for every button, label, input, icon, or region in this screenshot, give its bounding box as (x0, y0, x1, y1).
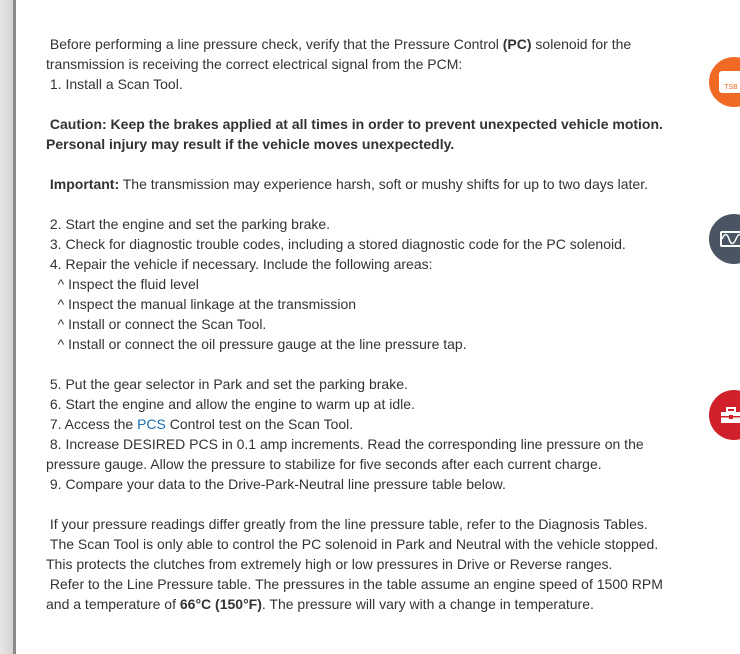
step-6 (46, 394, 676, 414)
important-label: Important: (49, 176, 120, 192)
step-text: 5. Put the gear selector in Park and set the parking brake. (49, 376, 408, 392)
sub-item (46, 294, 676, 314)
note-5 (46, 594, 676, 614)
sub-item-text: ^ Install or connect the Scan Tool. (57, 316, 267, 332)
note-text: . The pressure will vary with a change in temperature. (261, 596, 594, 612)
caution-text: Caution: Keep the brakes applied at all times in order to prevent unexpected vehicle motion. (49, 116, 663, 132)
left-panel-edge (0, 0, 13, 654)
step-5 (46, 374, 676, 394)
note-2 (46, 534, 676, 554)
step-text: 3. Check for diagnostic trouble codes, including a stored diagnostic code for the PC solenoid. (49, 236, 626, 252)
important-text: The transmission may experience harsh, soft or mushy shifts for up to two days later. (119, 176, 648, 192)
step-text: 4. Repair the vehicle if necessary. Include the following areas: (49, 256, 433, 272)
step-3 (46, 234, 676, 254)
step-8 (46, 434, 676, 454)
step-7 (46, 414, 676, 434)
temperature-value: 66°C (150°F) (179, 596, 262, 612)
intro-line-1 (46, 34, 676, 54)
step-text: 8. Increase DESIRED PCS in 0.1 amp increments. Read the corresponding line pressure on the (49, 436, 644, 452)
sub-item (46, 274, 676, 294)
step-8-continued: pressure gauge. Allow the pressure to stabilize for five seconds after each current charge. (46, 456, 602, 472)
note-text: If your pressure readings differ greatly from the line pressure table, refer to the Diagnosis Tables. (49, 516, 648, 532)
step-2 (46, 214, 676, 234)
tsb-label: TSB (724, 84, 738, 91)
sub-item (46, 334, 676, 354)
step-1 (46, 74, 676, 94)
toolbox-icon (719, 405, 740, 425)
note-text: Refer to the Line Pressure table. The pressures in the table assume an engine speed of 1500 RPM (49, 576, 663, 592)
step-4 (46, 254, 676, 274)
caution-text: Personal injury may result if the vehicle moves unexpectedly. (46, 136, 455, 152)
note-3: This protects the clutches from extremely high or low pressures in Drive or Reverse ranges. (46, 556, 613, 572)
pcs-link[interactable]: PCS (137, 416, 166, 432)
tsb-button[interactable] (709, 57, 740, 107)
note-text: The Scan Tool is only able to control the PC solenoid in Park and Neutral with the vehicle stopped. (49, 536, 659, 552)
toolbox-button[interactable] (709, 390, 740, 440)
note-4 (46, 574, 676, 594)
step-text: 1. Install a Scan Tool. (49, 76, 183, 92)
note-text: and a temperature of (46, 596, 180, 612)
intro-text: Before performing a line pressure check, verify that the Pressure Control (49, 36, 503, 52)
scope-button[interactable] (709, 214, 740, 264)
step-text: 7. Access the (49, 416, 138, 432)
caution-line-1 (46, 114, 676, 134)
sub-item (46, 314, 676, 334)
step-text: 2. Start the engine and set the parking brake. (49, 216, 331, 232)
tsb-icon (719, 71, 740, 93)
step-text: 6. Start the engine and allow the engine to warm up at idle. (49, 396, 415, 412)
step-text: Control test on the Scan Tool. (165, 416, 354, 432)
intro-text: solenoid for the (531, 36, 632, 52)
panel-divider[interactable] (13, 0, 16, 654)
pc-abbrev: (PC) (502, 36, 532, 52)
waveform-icon (719, 229, 740, 249)
step-9 (46, 474, 676, 494)
sub-item-text: ^ Install or connect the oil pressure gauge at the line pressure tap. (57, 336, 467, 352)
intro-line-2: transmission is receiving the correct electrical signal from the PCM: (46, 56, 463, 72)
note-1 (46, 514, 676, 534)
sub-item-text: ^ Inspect the manual linkage at the transmission (57, 296, 357, 312)
important-note (46, 174, 676, 194)
sub-item-text: ^ Inspect the fluid level (57, 276, 199, 292)
caution-line-2 (46, 134, 676, 154)
procedure-content (46, 34, 676, 614)
step-text: 9. Compare your data to the Drive-Park-Neutral line pressure table below. (49, 476, 506, 492)
